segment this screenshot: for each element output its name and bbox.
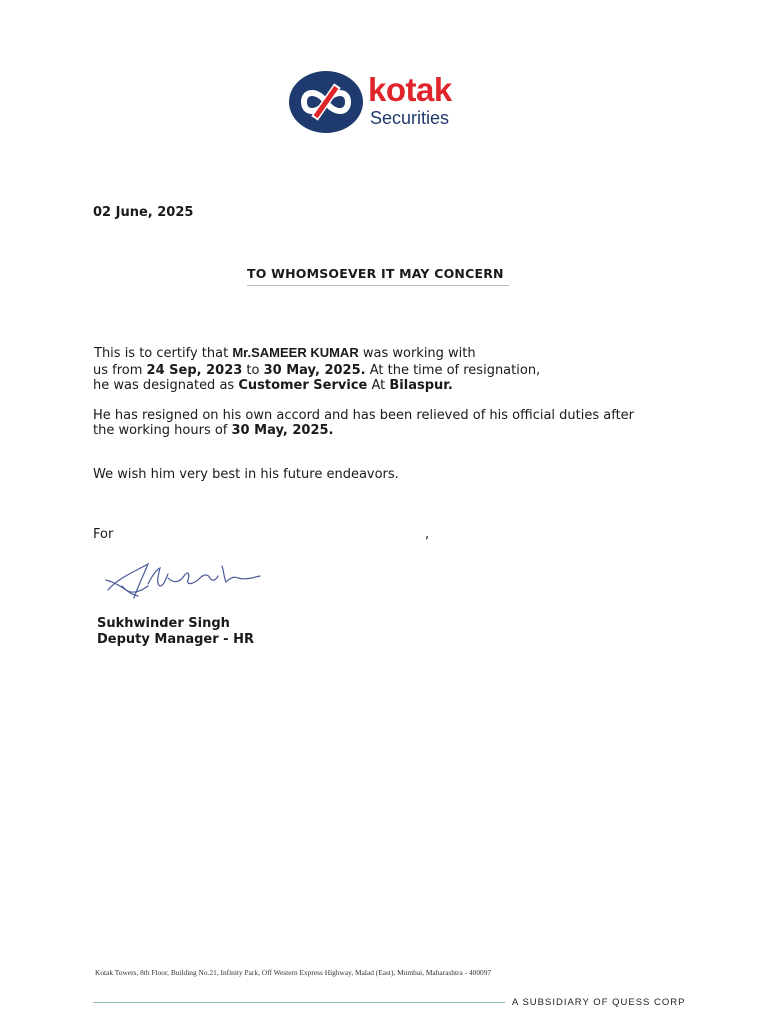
leaving-date: 30 May, 2025. [263, 363, 366, 378]
location: Bilaspur. [389, 378, 453, 393]
footer-subsidiary: A SUBSIDIARY OF QUESS CORP [512, 997, 686, 1008]
footer-address: Kotak Towers, 8th Floor, Building No.21, Infinity Park, Off Western Express Highway, Malad (East), Mumbai, Maharashtra - 400097 [95, 968, 492, 977]
letter-date: 02 June, 2025 [93, 205, 194, 220]
para2-line2 [93, 423, 334, 439]
company-logo [288, 70, 488, 136]
heading-underline [247, 285, 509, 286]
para1-line1 [94, 345, 476, 362]
para2-text: the working hours of [93, 423, 232, 438]
para1-line2 [93, 363, 540, 379]
signatory-name: Sukhwinder Singh [97, 616, 230, 631]
footer-divider [93, 1002, 505, 1003]
para1-text: he was designated as [93, 378, 239, 393]
brand-subtitle: Securities [370, 108, 450, 128]
designation: Customer Service [238, 378, 368, 393]
para1-text: At [367, 378, 390, 393]
for-label: For [93, 527, 114, 542]
para1-text: to [242, 363, 264, 378]
for-comma: , [425, 527, 430, 542]
handwritten-signature-icon [104, 556, 264, 602]
para1-text: was working with [358, 346, 476, 361]
signatory-title: Deputy Manager - HR [97, 632, 254, 647]
para2-line1: He has resigned on his own accord and has been relieved of his official duties after [93, 408, 635, 423]
closing-wish: We wish him very best in his future endeavors. [93, 467, 399, 482]
employee-name: Mr.SAMEER KUMAR [232, 345, 359, 360]
para1-text: This is to certify that [94, 346, 233, 361]
relieving-date: 30 May, 2025. [231, 423, 334, 438]
brand-name: kotak [368, 71, 452, 108]
para1-text: us from [93, 363, 147, 378]
para1-line3 [93, 378, 453, 394]
para1-text: At the time of resignation, [365, 363, 541, 378]
kotak-infinity-logo-icon [288, 70, 364, 134]
joining-date: 24 Sep, 2023 [146, 363, 243, 378]
letter-heading: TO WHOMSOEVER IT MAY CONCERN [247, 266, 504, 281]
